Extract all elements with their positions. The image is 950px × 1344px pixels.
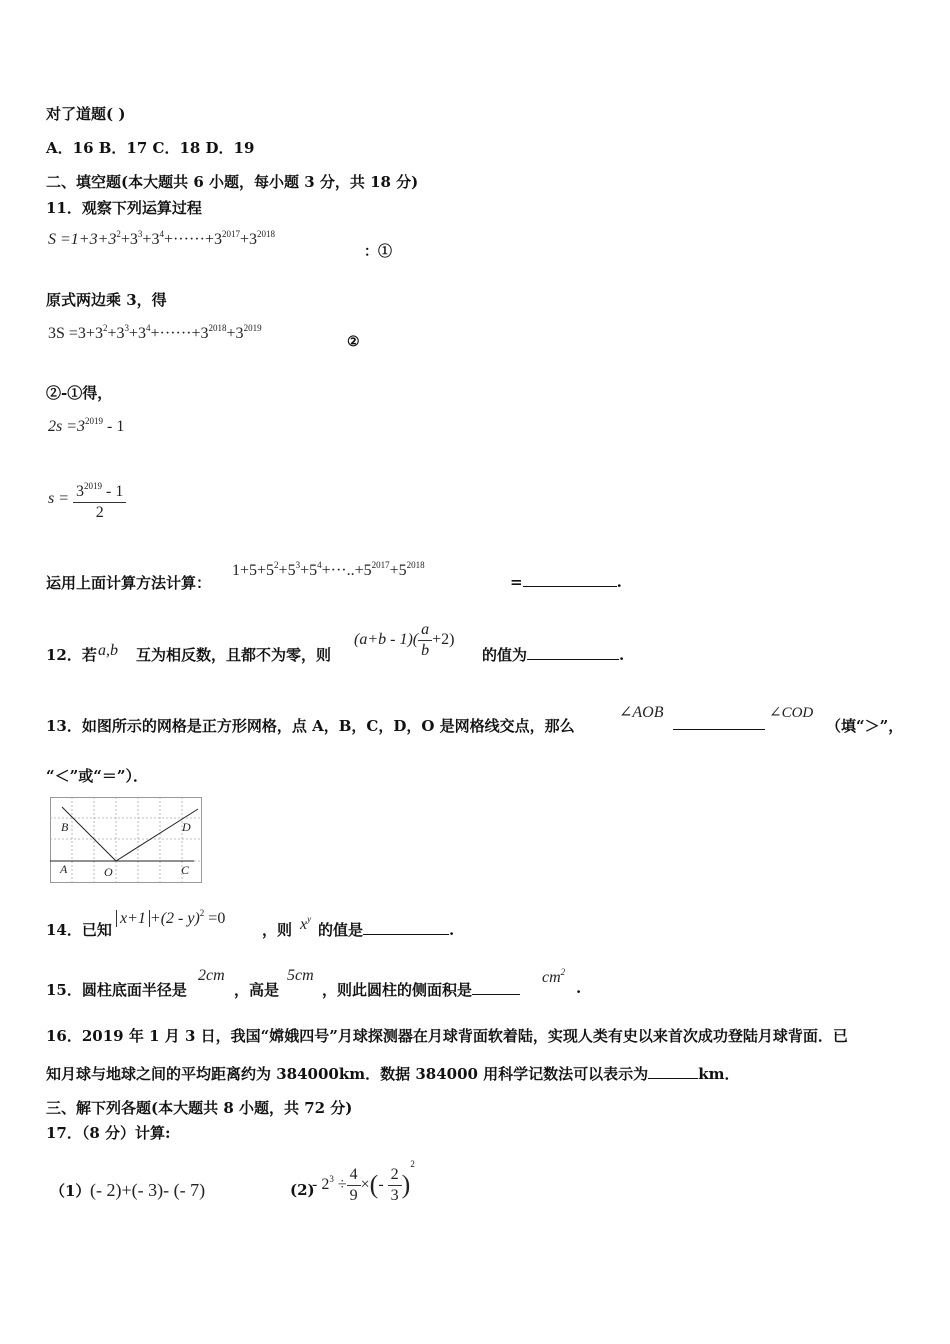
q10-tail: 对了道题( ): [46, 105, 126, 123]
answer-blank[interactable]: [523, 572, 617, 587]
q11-equation-4: s = $\frac{3^{2019} - 1}{2}$: [48, 476, 126, 523]
fraction: $\frac{3^{2019} - 1}{2}$: [73, 476, 126, 523]
q17-part2-label: (2): [290, 1181, 315, 1199]
q13-angle-cod: ∠COD: [769, 705, 814, 721]
q11-title: 11．观察下列运算过程: [46, 199, 202, 217]
q11-eq2-mark: ②: [347, 334, 360, 350]
label-b: B: [61, 820, 69, 834]
q11-ask-expression: $1+5+5^2+5^3+5^4+\cdot\cdot\cdot..+5^{2017}+5^{2018}$: [232, 560, 425, 579]
q14-expression: x+1 +(2 - y)$^2$ =0: [116, 908, 225, 928]
q12-prefix: 12．若: [46, 646, 97, 664]
q14-prefix: 14．已知: [46, 921, 112, 939]
q14-suffix: 的值是 .: [318, 921, 455, 939]
q16-line-2: 知月球与地球之间的平均距离约为 384000km．数据 384000 用科学记数法可以表示为 km．: [46, 1065, 740, 1083]
q15-mid: ，高是: [234, 981, 280, 999]
q17-part2-expression: - $2^3$ ÷ $\frac{4}{9}$ ×(- $\frac{2}{3}$ )$^2$: [312, 1159, 415, 1204]
q12-suffix: 的值为 .: [482, 646, 625, 664]
answer-blank[interactable]: [363, 920, 449, 935]
q13-fill-b: “＜”或“＝”）．: [46, 767, 149, 785]
q13-grid-figure: [50, 797, 203, 884]
fraction: $\frac{2}{3}$: [388, 1165, 402, 1206]
answer-blank[interactable]: [648, 1064, 698, 1079]
label-o: O: [104, 865, 113, 879]
eq1-lhs: S =1+3+3: [48, 231, 117, 248]
q15-suffix: ，则此圆柱的侧面积是: [322, 979, 520, 1000]
fraction: $\frac{a}{b}$: [418, 620, 432, 661]
q11-equation-3: $2s =3^{2019} - 1$: [48, 416, 125, 435]
q11-equation-2: $3S =3+3^2+3^3+3^4+\cdot\cdot\cdot\cdot\cdot\cdot+3^{2018}+3^{2019}$: [48, 323, 262, 342]
section3-heading: 三、解下列各题(本大题共 8 小题，共 72 分): [46, 1099, 353, 1117]
q17-part1-expression: (- 2)+(- 3)- (- 7): [90, 1180, 206, 1200]
q11-answer: = .: [510, 573, 622, 591]
label-a: A: [60, 862, 68, 876]
q15-end: .: [576, 979, 582, 997]
q13-fill-a: （填“＞”，: [826, 717, 904, 735]
answer-blank[interactable]: [472, 980, 520, 995]
q15-height: 5cm: [287, 967, 314, 984]
q13-angle-aob: ∠AOB: [619, 704, 664, 721]
answer-blank[interactable]: [673, 715, 765, 730]
q15-prefix: 15．圆柱底面半径是: [46, 981, 187, 999]
q12-expression: (a+b - 1)( $\frac{a}{b}$ +2): [354, 621, 455, 659]
q17-part1-label: （1）: [50, 1182, 91, 1200]
q13-text: 13．如图所示的网格是正方形网格，点 A，B，C，D，O 是网格线交点，那么: [46, 717, 575, 735]
q11-equation-1: $S =1+3+3^2+3^3+3^4+\cdot\cdot\cdot\cdot\cdot\cdot+3^{2017}+3^{2018}$: [48, 229, 275, 248]
q14-power: $x^y$: [300, 914, 312, 933]
q16-line-1: 16．2019 年 1 月 3 日，我国“嫦娥四号”月球探测器在月球背面软着陆，实现人类有史以来首次成功登陆月球背面．已: [46, 1027, 848, 1045]
q11-ask: 运用上面计算方法计算：: [46, 574, 212, 592]
q17-title: 17．（8 分）计算:: [46, 1124, 171, 1142]
q10-options: A．16 B．17 C．18 D．19: [46, 139, 255, 157]
q12-vars: a,b: [98, 642, 118, 659]
label-d: D: [182, 820, 191, 834]
fraction: $\frac{4}{9}$: [347, 1165, 361, 1206]
label-c: C: [181, 863, 190, 877]
answer-blank[interactable]: [527, 645, 619, 660]
q12-mid: 互为相反数，且都不为零，则: [136, 646, 332, 664]
q11-eq1-mark: ：①: [364, 244, 392, 260]
q11-step2: ②-①得，: [46, 384, 113, 402]
q11-step1: 原式两边乘 3，得: [46, 291, 167, 309]
q14-mid: ，则: [262, 921, 293, 939]
grid-border: [51, 798, 202, 883]
q13-blank-wrap: [673, 715, 765, 734]
q15-unit: $cm^2$: [542, 967, 566, 986]
section2-heading: 二、填空题(本大题共 6 小题，每小题 3 分，共 18 分): [46, 173, 419, 191]
q15-radius: 2cm: [198, 967, 225, 984]
